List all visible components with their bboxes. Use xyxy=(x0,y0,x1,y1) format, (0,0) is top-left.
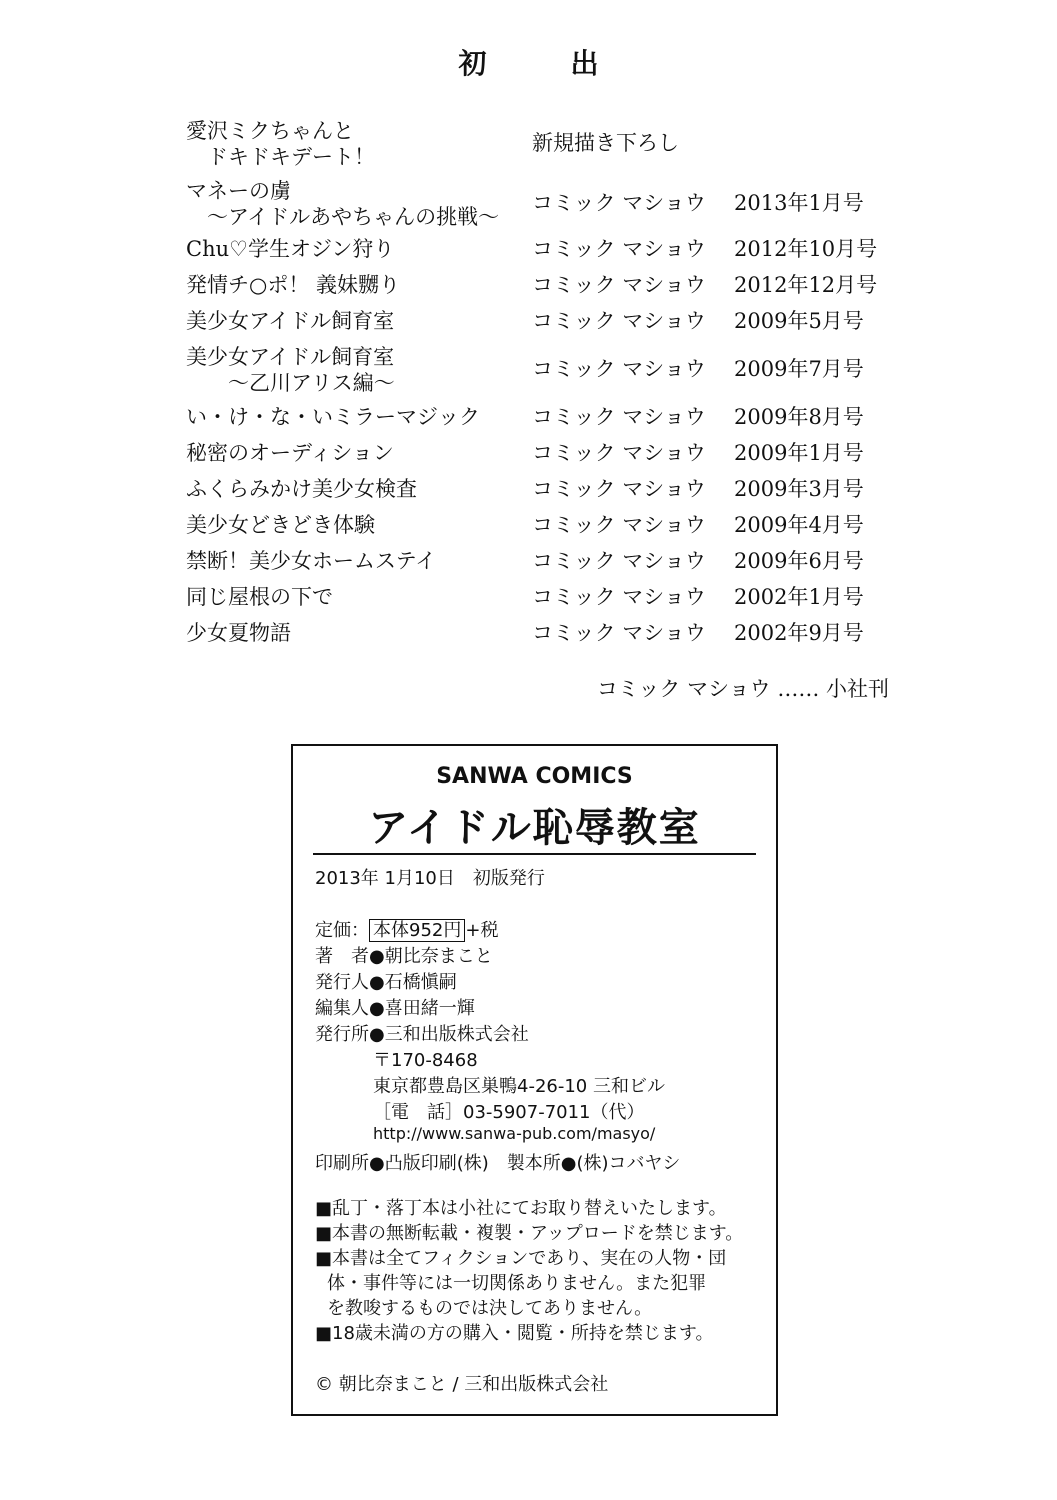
work-title-line: 秘密のオーディション xyxy=(186,441,394,465)
website-url: http://www.sanwa-pub.com/masyo/ xyxy=(373,1124,656,1143)
postal-code: 〒170-8468 xyxy=(373,1050,478,1071)
work-issue: 2002年9月号 xyxy=(734,621,864,645)
notice-line: を教唆するものでは決してありません。 xyxy=(327,1298,653,1319)
work-source: コミック マショウ xyxy=(532,405,706,429)
work-title-line: い・け・な・いミラーマジック xyxy=(186,405,480,429)
work-title-line: 〜乙川アリス編〜 xyxy=(186,371,395,395)
work-title xyxy=(186,548,436,574)
work-source: コミック マショウ xyxy=(532,477,706,501)
address: 東京都豊島区巣鴨4-26-10 三和ビル xyxy=(373,1076,665,1097)
work-source: コミック マショウ xyxy=(532,191,706,215)
work-source: 新規描き下ろし xyxy=(532,131,679,155)
work-title-line: 発情チ○ポ！ 義妹嬲り xyxy=(186,273,400,297)
work-title xyxy=(186,118,375,170)
notice-line: ■本書の無断転載・複製・アップロードを禁じます。 xyxy=(315,1223,744,1244)
work-source: コミック マショウ xyxy=(532,549,706,573)
price-value: 本体952円 xyxy=(369,919,465,942)
work-title-line: ドキドキデート！ xyxy=(186,145,375,169)
publisher-footnote: コミック マショウ …… 小社刊 xyxy=(596,677,889,701)
work-title-line: 禁断！美少女ホームステイ xyxy=(186,549,437,573)
title-rule xyxy=(313,853,756,855)
work-issue: 2002年1月号 xyxy=(734,585,864,609)
notice-line: ■本書は全てフィクションであり、実在の人物・団 xyxy=(315,1248,727,1269)
publisher-line: 発行所●三和出版株式会社 xyxy=(315,1024,529,1045)
work-title xyxy=(186,272,400,298)
work-title xyxy=(186,512,375,538)
work-title xyxy=(186,440,394,466)
work-title-line: 同じ屋根の下で xyxy=(186,585,333,609)
work-source: コミック マショウ xyxy=(532,621,706,645)
phone: ［電 話］03-5907-7011（代） xyxy=(373,1102,645,1123)
work-issue: 2012年12月号 xyxy=(734,273,878,297)
work-title-line: 〜アイドルあやちゃんの挑戦〜 xyxy=(186,205,500,229)
first-edition-date: 2013年 1月10日 初版発行 xyxy=(315,868,545,889)
work-title xyxy=(186,584,333,610)
work-title xyxy=(186,308,394,334)
work-title-line: 美少女アイドル飼育室 xyxy=(186,345,395,369)
price-label: 定価： xyxy=(315,920,369,941)
author-line: 著 者●朝比奈まこと xyxy=(315,946,493,967)
page-heading: 初 出 xyxy=(458,47,627,80)
publisher-person-line: 発行人●石橋愼嗣 xyxy=(315,972,457,993)
work-source: コミック マショウ xyxy=(532,441,706,465)
work-issue: 2009年5月号 xyxy=(734,309,864,333)
work-issue: 2009年3月号 xyxy=(734,477,864,501)
work-issue: 2013年1月号 xyxy=(734,191,864,215)
colophon-box xyxy=(291,744,778,1416)
work-source: コミック マショウ xyxy=(532,585,706,609)
series-name: SANWA COMICS xyxy=(436,764,633,789)
work-issue: 2009年7月号 xyxy=(734,357,864,381)
notices xyxy=(315,1196,743,1346)
work-title xyxy=(186,620,291,646)
work-source: コミック マショウ xyxy=(532,513,706,537)
work-title-line: 愛沢ミクちゃんと xyxy=(186,119,354,143)
work-title xyxy=(186,178,499,230)
work-title xyxy=(186,344,395,396)
work-title-line: 美少女アイドル飼育室 xyxy=(186,309,395,333)
work-title xyxy=(186,404,480,430)
work-title-line: Chu♡学生オジン狩り xyxy=(186,237,395,261)
work-issue: 2012年10月号 xyxy=(734,237,878,261)
work-issue: 2009年1月号 xyxy=(734,441,864,465)
work-source: コミック マショウ xyxy=(532,357,706,381)
work-title xyxy=(186,476,417,502)
notice-line: ■乱丁・落丁本は小社にてお取り替えいたします。 xyxy=(315,1198,727,1219)
work-issue: 2009年6月号 xyxy=(734,549,864,573)
work-issue: 2009年8月号 xyxy=(734,405,864,429)
work-title-line: 美少女どきどき体験 xyxy=(186,513,375,537)
price-tax: +税 xyxy=(465,920,499,941)
copyright-line: © 朝比奈まこと / 三和出版株式会社 xyxy=(315,1374,609,1395)
work-source: コミック マショウ xyxy=(532,273,706,297)
notice-line: ■18歳未満の方の購入・閲覧・所持を禁じます。 xyxy=(315,1323,714,1344)
book-title: アイドル恥辱教室 xyxy=(368,804,701,851)
editor-line: 編集人●喜田緒一輝 xyxy=(315,998,475,1019)
work-title xyxy=(186,236,394,262)
work-title-line: 少女夏物語 xyxy=(186,621,291,645)
printing-line: 印刷所●凸版印刷(株) 製本所●(株)コバヤシ xyxy=(315,1153,681,1174)
notice-line: 体・事件等には一切関係ありません。また犯罪 xyxy=(327,1273,707,1294)
price-line xyxy=(315,916,498,942)
work-title-line: マネーの虜 xyxy=(186,179,291,203)
work-source: コミック マショウ xyxy=(532,237,706,261)
work-issue: 2009年4月号 xyxy=(734,513,864,537)
work-source: コミック マショウ xyxy=(532,309,706,333)
work-title-line: ふくらみかけ美少女検査 xyxy=(186,477,417,501)
